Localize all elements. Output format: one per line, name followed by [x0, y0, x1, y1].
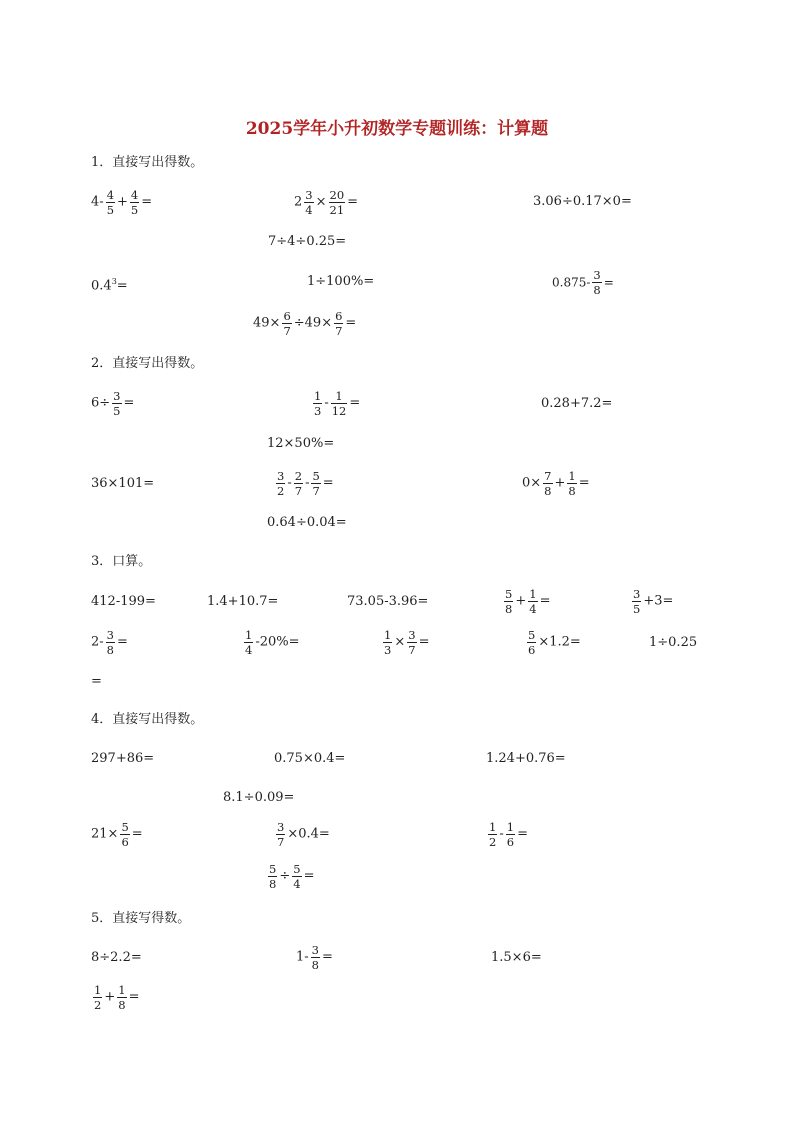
problem-4-1: 297+86= [91, 751, 155, 766]
problem-3-6: 2- $\frac{3}{8}$ = [91, 628, 128, 657]
problem-3-7: $\frac{1}{4}$ -20%= [245, 628, 300, 657]
problem-3-9: $\frac{5}{6}$ ×1.2= [528, 628, 581, 657]
problem-3-1: 412-199= [91, 594, 156, 609]
problem-5-2: 1- $\frac{3}{8}$ = [296, 943, 333, 972]
problem-2-2: $\frac{1}{3}$ - $\frac{1}{12}$ = [314, 389, 361, 418]
section-3-heading: 3．口算。 [91, 554, 152, 569]
problem-1-5: $0.4^3=$ [91, 277, 128, 294]
problem-4-7: $\frac{1}{2}$ - $\frac{1}{6}$ = [489, 820, 528, 849]
problem-3-2: 1.4+10.7= [207, 594, 279, 609]
problem-4-3: 1.24+0.76= [486, 751, 566, 766]
problem-1-7: 0.875- $\frac{3}{8}$ = [552, 268, 614, 297]
problem-3-10-equals: = [91, 674, 102, 689]
problem-2-8: 0.64÷0.04= [267, 515, 347, 530]
problem-4-2: 0.75×0.4= [274, 751, 346, 766]
problem-1-1: 4- $\frac{4}{5}$ + $\frac{4}{5}$ = [91, 188, 153, 217]
problem-1-8: 49× $\frac{6}{7}$ ÷49× $\frac{6}{7}$ = [253, 309, 357, 338]
problem-5-4: $\frac{1}{2}$ + $\frac{1}{8}$ = [94, 983, 140, 1012]
problem-1-4: 7÷4÷0.25= [268, 234, 347, 249]
problem-3-3: 73.05-3.96= [347, 594, 429, 609]
problem-2-1: 6÷ $\frac{3}{5}$ = [91, 389, 135, 418]
problem-4-6: $\frac{3}{7}$ ×0.4= [277, 820, 330, 849]
page-title: 2025学年小升初数学专题训练：计算题 [245, 119, 549, 139]
problem-3-4: $\frac{5}{8}$ + $\frac{1}{4}$ = [505, 587, 551, 616]
problem-3-10: 1÷0.25 [649, 635, 698, 650]
section-2-heading: 2．直接写出得数。 [91, 356, 204, 371]
section-4-heading: 4．直接写出得数。 [91, 712, 204, 727]
section-5-heading: 5．直接写得数。 [91, 911, 191, 926]
problem-3-8: $\frac{1}{3}$ × $\frac{3}{7}$ = [384, 628, 430, 657]
problem-3-5: $\frac{3}{5}$ +3= [633, 587, 674, 616]
problem-1-6: 1÷100%= [307, 274, 375, 289]
problem-5-1: 8÷2.2= [91, 950, 142, 965]
problem-4-4: 8.1÷0.09= [223, 790, 295, 805]
problem-2-7: 0× $\frac{7}{8}$ + $\frac{1}{8}$ = [522, 469, 590, 498]
section-1-heading: 1．直接写出得数。 [91, 155, 204, 170]
problem-5-3: 1.5×6= [491, 950, 542, 965]
problem-4-8: $\frac{5}{8}$ ÷ $\frac{5}{4}$ = [269, 862, 315, 891]
problem-4-5: 21× $\frac{5}{6}$ = [91, 820, 143, 849]
problem-2-3: 0.28+7.2= [541, 396, 613, 411]
problem-2-6: $\frac{3}{2}$ - $\frac{2}{7}$ - $\frac{5}{7}$ = [277, 469, 334, 498]
problem-2-4: 12×50%= [267, 436, 335, 451]
problem-2-5: 36×101= [91, 476, 155, 491]
problem-1-2: 2 $\frac{3}{4}$ × $\frac{20}{21}$ = [294, 188, 359, 217]
problem-1-3: 3.06÷0.17×0= [533, 194, 632, 209]
